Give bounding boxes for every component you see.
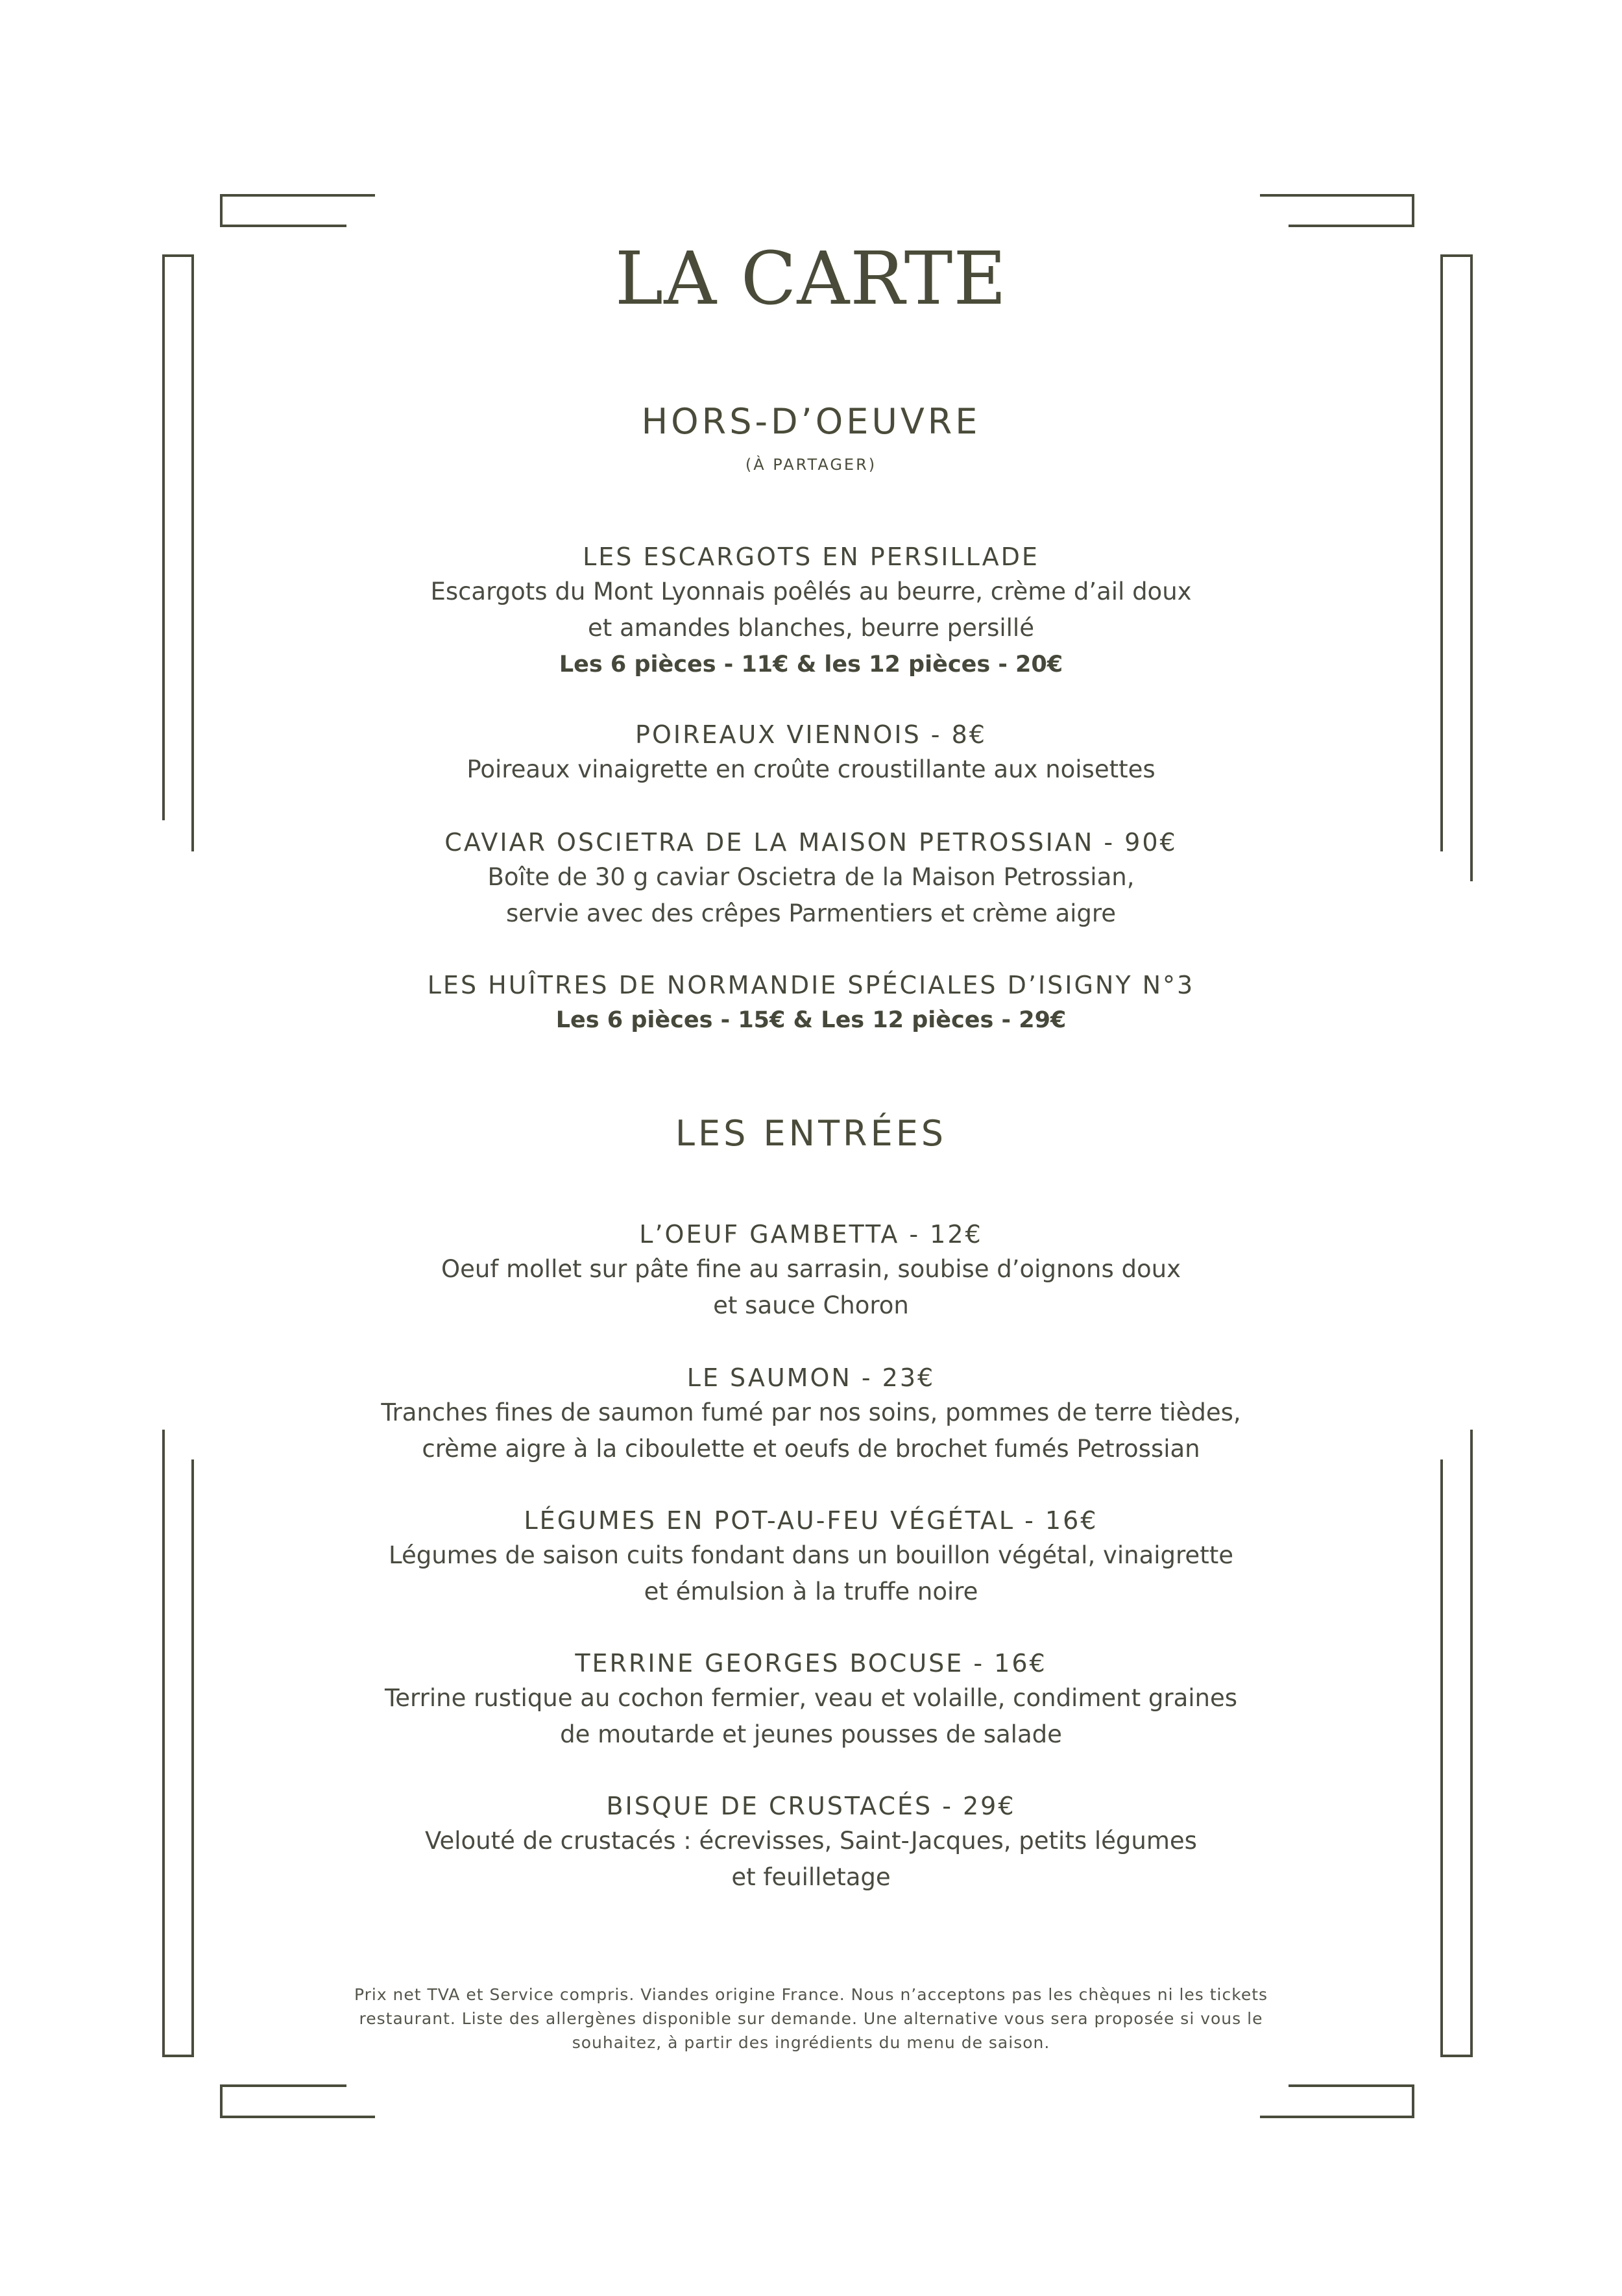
dish-name: L’OEUF GAMBETTA - 12€	[639, 1220, 983, 1249]
dish-poireaux	[214, 718, 1408, 788]
dish-oeuf-gambetta	[214, 1217, 1408, 1324]
dish-legumes-pot-au-feu	[214, 1504, 1408, 1610]
frame-corner-bottom-left-inner	[221, 2086, 375, 2117]
frame-corner-top-left-outer	[221, 195, 375, 226]
dish-saumon	[214, 1361, 1408, 1467]
dish-name: TERRINE GEORGES BOCUSE - 16€	[575, 1649, 1047, 1678]
frame-corner-top-right-outer	[1260, 195, 1413, 226]
frame-corner-top-right-inner	[1442, 256, 1471, 881]
dish-description: Boîte de 30 g caviar Oscietra de la Maison Petrossian,	[487, 863, 1135, 891]
dish-escargots	[214, 540, 1408, 683]
dish-name: BISQUE DE CRUSTACÉS - 29€	[606, 1792, 1016, 1820]
dish-price: Les 6 pièces - 15€ & Les 12 pièces - 29€	[555, 1007, 1067, 1033]
dish-name: POIREAUX VIENNOIS - 8€	[635, 720, 987, 749]
section-title-hors-doeuvre: HORS-D’OEUVRE	[641, 401, 981, 442]
frame-corner-top-left-inner	[163, 256, 193, 851]
dish-terrine	[214, 1646, 1408, 1753]
section-title-entrees: LES ENTRÉES	[675, 1113, 947, 1154]
dish-description: Légumes de saison cuits fondant dans un bouillon végétal, vinaigrette	[389, 1541, 1233, 1569]
dish-description: et feuilletage	[731, 1863, 891, 1891]
dish-description: de moutarde et jeunes pousses de salade	[560, 1720, 1062, 1748]
dish-name: LÉGUMES EN POT-AU-FEU VÉGÉTAL - 16€	[524, 1506, 1098, 1535]
dish-description: Poireaux vinaigrette en croûte croustillante aux noisettes	[466, 755, 1156, 783]
page-title: LA CARTE	[614, 237, 1008, 321]
dish-description: et émulsion à la truffe noire	[644, 1578, 978, 1606]
dish-description: Velouté de crustacés : écrevisses, Saint-Jacques, petits légumes	[425, 1827, 1197, 1855]
dish-name: LE SAUMON - 23€	[686, 1363, 936, 1392]
dish-description: et amandes blanches, beurre persillé	[588, 614, 1034, 642]
dish-description: crème aigre à la ciboulette et oeufs de brochet fumés Petrossian	[422, 1435, 1200, 1463]
frame-corner-bottom-right-inner	[1260, 2086, 1413, 2117]
footer-line: Prix net TVA et Service compris. Viandes origine France. Nous n’acceptons pas les chèques ni les tickets	[354, 1985, 1268, 2004]
footer-note	[214, 1983, 1408, 2055]
dish-description: Tranches fines de saumon fumé par nos soins, pommes de terre tièdes,	[381, 1398, 1241, 1426]
footer-line: souhaitez, à partir des ingrédients du menu de saison.	[572, 2033, 1050, 2052]
frame-corner-bottom-left-outer	[163, 1430, 193, 2056]
dish-bisque	[214, 1789, 1408, 1896]
dish-name: LES HUÎTRES DE NORMANDIE SPÉCIALES D’ISIGNY N°3	[427, 971, 1195, 999]
dish-description: Escargots du Mont Lyonnais poêlés au beurre, crème d’ail doux	[430, 578, 1192, 605]
frame-corner-bottom-right-outer	[1442, 1430, 1471, 2056]
dish-description: et sauce Choron	[713, 1291, 909, 1319]
dish-description: servie avec des crêpes Parmentiers et crème aigre	[505, 899, 1117, 927]
section-subtitle-hors-doeuvre: (À PARTAGER)	[745, 456, 877, 474]
dish-name: LES ESCARGOTS EN PERSILLADE	[583, 543, 1039, 571]
dish-description: Terrine rustique au cochon fermier, veau et volaille, condiment graines	[384, 1684, 1238, 1712]
dish-name: CAVIAR OSCIETRA DE LA MAISON PETROSSIAN - 90€	[444, 828, 1178, 857]
dish-description: Oeuf mollet sur pâte fine au sarrasin, soubise d’oignons doux	[441, 1255, 1181, 1283]
footer-line: restaurant. Liste des allergènes disponible sur demande. Une alternative vous sera proposée si vous le	[359, 2009, 1263, 2028]
dish-caviar	[214, 825, 1408, 932]
dish-huitres	[214, 968, 1408, 1038]
dish-price: Les 6 pièces - 11€ & les 12 pièces - 20€	[559, 652, 1063, 678]
